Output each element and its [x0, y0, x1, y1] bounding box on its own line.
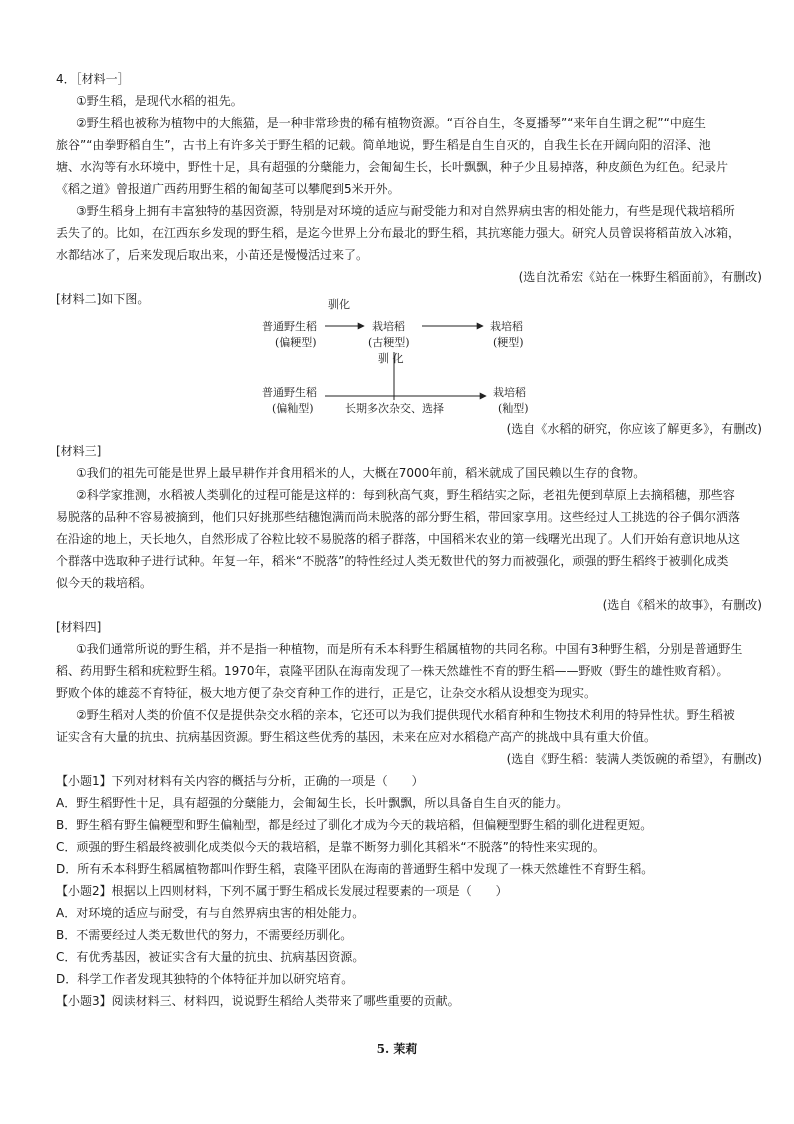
- material-4-heading: [材料四]: [56, 620, 102, 634]
- sub-question-2-option-d[interactable]: D．科学工作者发现其独特的个体特征并加以研究培育。: [56, 972, 354, 986]
- material-4-paragraph-line: 野败个体的雄蕊不育特征，极大地方便了杂交育种工作的进行，正是它，让杂交水稻从设想变为现实。: [56, 686, 597, 700]
- material-1-paragraph-line: ①野生稻，是现代水稻的祖先。: [76, 94, 243, 108]
- sub-question-1-option-a[interactable]: A．野生稻野性十足，具有超强的分蘖能力，会匍匐生长，长叶飘飘，所以具备自生自灭的能力。: [56, 796, 569, 810]
- material-1-source: (选自沈希宏《站在一株野生稻面前》，有删改): [518, 270, 762, 284]
- diagram-top-mid-label: 栽培稻: [372, 320, 405, 333]
- material-2-source: (选自《水稻的研究，你应该了解更多》，有删改): [506, 422, 762, 436]
- sub-question-2-option-b[interactable]: B．不需要经过人类无数世代的努力，不需要经历驯化。: [56, 928, 353, 942]
- material-2-heading: [材料二]如下图。: [56, 292, 150, 306]
- sub-question-3-stem: 【小题3】阅读材料三、材料四，说说野生稻给人类带来了哪些重要的贡献。: [56, 994, 460, 1008]
- question-5-heading: 5. 茉莉: [376, 1042, 418, 1056]
- material-1-paragraph-line: 旅谷”“由拳野稻自生”，古书上有许多关于野生稻的记载。简单地说，野生稻是自生自灭的，自我生长在开阔向阳的沼泽、池: [56, 138, 711, 152]
- diagram-bottom-right-sub: (籼型): [498, 402, 529, 415]
- material-3-paragraph-line: 似今天的栽培稻。: [56, 576, 153, 590]
- sub-question-1-option-d[interactable]: D．所有禾本科野生稻属植物都叫作野生稻，袁隆平团队在海南的普通野生稻中发现了一株天然雄性不育野生稻。: [56, 862, 654, 876]
- diagram-top-mid-sub: (古粳型): [368, 336, 410, 349]
- material-4-paragraph-line: 稻、药用野生稻和疣粒野生稻。1970年，袁隆平团队在海南发现了一株天然雄性不育的野生稻——野败（野生的雄性败育稻）。: [56, 664, 729, 678]
- material-3-paragraph-line: ①我们的祖先可能是世界上最早耕作并食用稻米的人，大概在7000年前，稻米就成了国民赖以生存的食物。: [76, 466, 646, 480]
- material-1-paragraph-line: ②野生稻也被称为植物中的大熊猫，是一种非常珍贵的稀有植物资源。“百谷自生，冬夏播琴”“来年自生谓之秜”“中庭生: [76, 116, 706, 130]
- diagram-top-left-sub: (偏粳型): [275, 336, 317, 349]
- diagram-bottom-right-label: 栽培稻: [493, 386, 526, 399]
- material-3-paragraph-line: 在沿途的地上，天长地久，自然形成了谷粒比较不易脱落的稻子群落，中国稻米农业的第一线曙光出现了。人们开始有意识地从这: [56, 532, 741, 546]
- diagram-vertical-label: 驯 化: [378, 352, 404, 365]
- material-3-source: (选自《稻米的故事》，有删改): [602, 598, 762, 612]
- material-3-paragraph-line: 个群落中选取种子进行试种。年复一年，稻米“不脱落”的特性经过人类无数世代的努力而被强化，顽强的野生稻终于被驯化成类: [56, 554, 729, 568]
- material-4-source: (选自《野生稻：装满人类饭碗的希望》，有删改): [506, 752, 762, 766]
- diagram-arrow1-label: 驯化: [328, 298, 350, 311]
- diagram-top-right-sub: (粳型): [493, 336, 524, 349]
- diagram-bottom-left-label: 普通野生稻: [262, 386, 317, 399]
- material-1-paragraph-line: ③野生稻身上拥有丰富独特的基因资源，特别是对环境的适应与耐受能力和对自然界病虫害的相处能力，有些是现代栽培稻所: [76, 204, 735, 218]
- material-4-paragraph-line: ②野生稻对人类的价值不仅是提供杂交水稻的亲本，它还可以为我们提供现代水稻育种和生物技术利用的特异性状。野生稻被: [76, 708, 735, 722]
- diagram-top-left-label: 普通野生稻: [262, 320, 317, 333]
- material-1-paragraph-line: 丢失了的。比如，在江西东乡发现的野生稻，是迄今世界上分布最北的野生稻，其抗寒能力强大。研究人员曾误将稻苗放入冰箱，: [56, 226, 741, 240]
- sub-question-2-option-c[interactable]: C．有优秀基因，被证实含有大量的抗虫、抗病基因资源。: [56, 950, 365, 964]
- diagram-bottom-arrow-label: 长期多次杂交、选择: [345, 402, 444, 415]
- sub-question-1-stem: 【小题1】下列对材料有关内容的概括与分析，正确的一项是（ ）: [56, 774, 424, 788]
- sub-question-1-option-c[interactable]: C．顽强的野生稻最终被驯化成类似今天的栽培稻，是靠不断努力驯化其稻米“不脱落”的特性来实现的。: [56, 840, 605, 854]
- diagram-bottom-left-sub: (偏籼型): [272, 402, 314, 415]
- sub-question-2-option-a[interactable]: A．对环境的适应与耐受，有与自然界病虫害的相处能力。: [56, 906, 365, 920]
- material-3-heading: [材料三]: [56, 444, 102, 458]
- material-3-paragraph-line: ②科学家推测，水稻被人类驯化的过程可能是这样的：每到秋高气爽，野生稻结实之际，老祖先便到草原上去摘稻穗，那些容: [76, 488, 735, 502]
- material-1-paragraph-line: 塘、水沟等有水环境中，野性十足，具有超强的分蘖能力，会匍匐生长，长叶飘飘，种子少且易掉落，种皮颜色为红色。纪录片: [56, 160, 729, 174]
- material-4-paragraph-line: 证实含有大量的抗虫、抗病基因资源。野生稻这些优秀的基因，未来在应对水稻稳产高产的挑战中具有重大价值。: [56, 730, 657, 744]
- sub-question-1-option-b[interactable]: B．野生稻有野生偏粳型和野生偏籼型，都是经过了驯化才成为今天的栽培稻，但偏粳型野生稻的驯化进程更短。: [56, 818, 653, 832]
- material-1-paragraph-line: 水都结冰了，后来发现后取出来，小苗还是慢慢活过来了。: [56, 248, 369, 262]
- material-4-paragraph-line: ①我们通常所说的野生稻，并不是指一种植物，而是所有禾本科野生稻属植物的共同名称。中国有3种野生稻，分别是普通野生: [76, 642, 743, 656]
- question-4-heading: 4．［材料一］: [56, 72, 130, 86]
- material-1-paragraph-line: 《稻之道》曾报道广西药用野生稻的匍匐茎可以攀爬到5米开外。: [56, 182, 400, 196]
- sub-question-2-stem: 【小题2】根据以上四则材料，下列不属于野生稻成长发展过程要素的一项是（ ）: [56, 884, 508, 898]
- diagram-top-right-label: 栽培稻: [490, 320, 523, 333]
- material-3-paragraph-line: 易脱落的品种不容易被摘到，他们只好挑那些结穗饱满而尚未脱落的部分野生稻，带回家享用。这些经过人工挑选的谷子偶尔洒落: [56, 510, 741, 524]
